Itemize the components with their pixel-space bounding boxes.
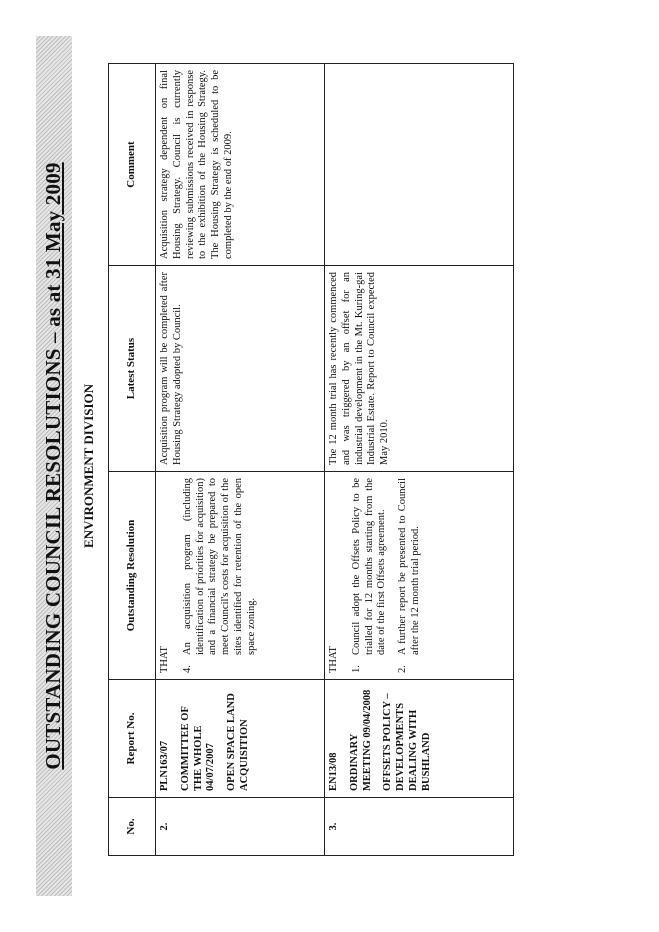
meeting-name: COMMITTEE OF THE WHOLE 04/07/2007 xyxy=(179,706,217,791)
row-number: 2. xyxy=(156,798,325,856)
report-subject: OPEN SPACE LAND ACQUISITION xyxy=(226,693,250,791)
comment-cell: Acquisition strategy dependent on final Housing Strategy. Council is currently reviewing submissions received in response to the exhibition of the Housing Strategy. The Housing Strategy is scheduled to be completed by the end of 2009. xyxy=(156,64,325,266)
meeting-name: ORDINARY MEETING 09/04/2008 xyxy=(348,689,373,791)
row-number: 3. xyxy=(325,798,514,856)
report-number: EN13/08 xyxy=(328,752,339,791)
resolution-cell xyxy=(325,472,514,680)
that-label: THAT xyxy=(328,646,339,673)
item-text: A further report be presented to Council after the 12 month trial period. xyxy=(397,478,421,655)
header-report: Report No. xyxy=(109,680,156,798)
that-label: THAT xyxy=(159,646,170,673)
table-header-row xyxy=(109,64,156,856)
resolution-item xyxy=(397,478,423,673)
resolutions-table xyxy=(108,63,514,856)
resolution-item xyxy=(182,478,259,673)
report-number: PLN163/07 xyxy=(159,740,170,791)
status-cell: The 12 month trial has recently commenced and was triggered by an offset for an industrial development in the Mt. Kuring-gai Industrial Estate. Report to Council expected May 2010. xyxy=(325,266,514,472)
resolution-cell xyxy=(156,472,325,680)
report-subject: OFFSETS POLICY – DEVELOPMENTS DEALING WITH BUSHLAND xyxy=(382,693,432,791)
table-row xyxy=(325,64,514,856)
header-status: Latest Status xyxy=(109,266,156,472)
table-row xyxy=(156,64,325,856)
item-number: 1. xyxy=(350,665,362,673)
report-cell xyxy=(325,680,514,798)
item-text: An acquisition program (including identification of priorities for acquisition) and a financial strategy be prepared to meet Council's costs for acquisition of the sites identified for retention of the open space zoning. xyxy=(181,478,257,655)
header-no: No. xyxy=(109,798,156,856)
page-title: OUTSTANDING COUNCIL RESOLUTIONS – as at 31 May 2009 xyxy=(41,162,65,770)
report-cell xyxy=(156,680,325,798)
division-heading: ENVIRONMENT DIVISION xyxy=(81,383,96,549)
rotated-page xyxy=(36,36,476,896)
comment-cell xyxy=(325,64,514,266)
item-number: 2. xyxy=(397,665,409,673)
item-number: 4. xyxy=(181,665,193,673)
resolution-item xyxy=(351,478,389,673)
status-cell: Acquisition program will be completed after Housing Strategy adopted by Council. xyxy=(156,266,325,472)
header-comment: Comment xyxy=(109,64,156,266)
header-resolution: Outstanding Resolution xyxy=(109,472,156,680)
item-text: Council adopt the Offsets Policy to be trialled for 12 months starting from the date of the first Offsets agreement. xyxy=(350,478,388,655)
